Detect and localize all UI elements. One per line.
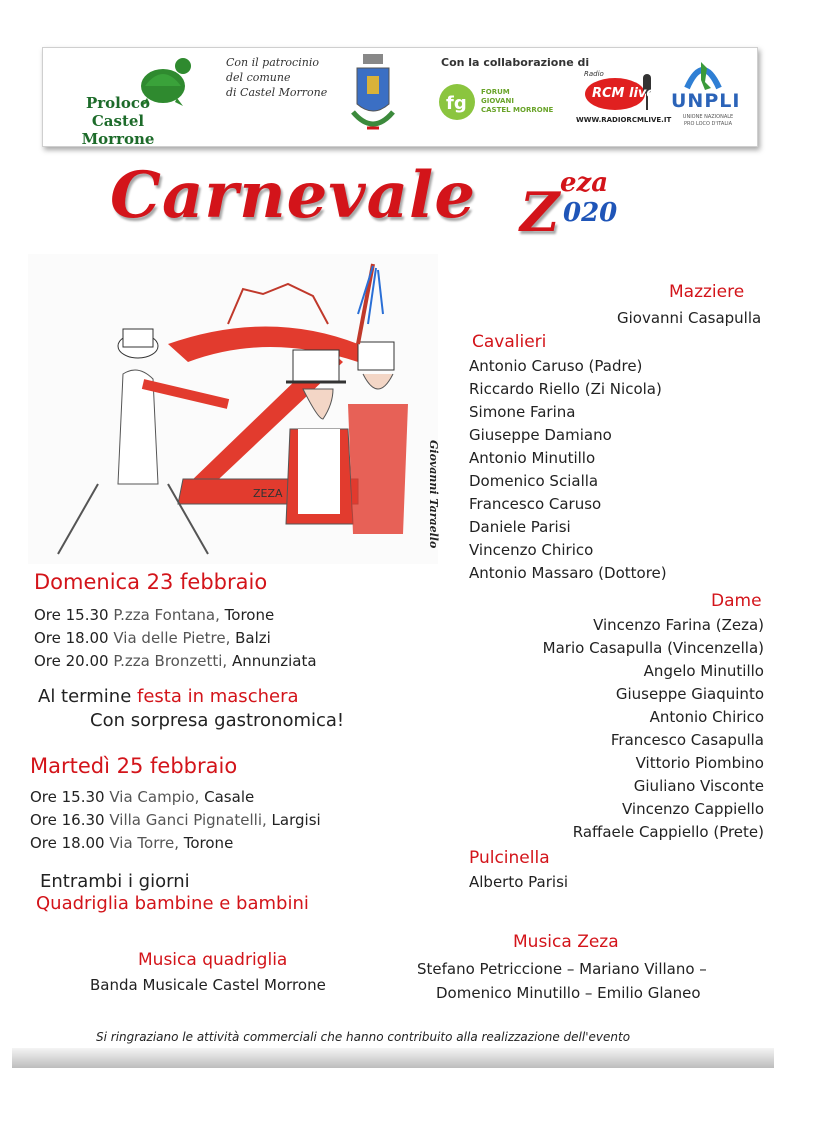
proloco-line1: Proloco: [85, 94, 151, 112]
cast-member: Giuliano Visconte: [633, 777, 764, 795]
dame-list: [543, 614, 764, 844]
schedule-area: Torone: [224, 606, 275, 624]
cast-member: Francesco Casapulla: [610, 731, 764, 749]
sponsor-banner: [42, 47, 758, 147]
cast-member: Daniele Parisi: [469, 518, 571, 536]
proloco-name: [53, 94, 183, 148]
schedule-place: Via Campio,: [109, 788, 200, 806]
schedule-area: Largisi: [271, 811, 321, 829]
cast-member: Antonio Minutillo: [469, 449, 596, 467]
cast-member: Giuseppe Giaquinto: [615, 685, 764, 703]
pulcinella-name: Alberto Parisi: [469, 873, 569, 891]
patrocinio-line3: di Castel Morrone: [226, 86, 328, 99]
svg-text:fg: fg: [446, 93, 467, 114]
pulcinella-heading: Pulcinella: [469, 848, 550, 868]
cast-member: Antonio Chirico: [649, 708, 764, 726]
artist-signature: Giovanni Taraello: [427, 440, 440, 549]
cast-member: Domenico Scialla: [469, 472, 599, 490]
schedule-area: Torone: [183, 834, 234, 852]
radio-url: WWW.RADIORCMLIVE.IT: [576, 116, 672, 124]
comune-coat-of-arms-icon: [343, 52, 403, 140]
unpli-name: UNPLI: [671, 90, 741, 112]
day1-schedule: [34, 604, 317, 673]
unpli-sub2: PRO LOCO D'ITALIA: [683, 121, 733, 127]
schedule-row: [34, 650, 317, 673]
day1-note-line2: Con sorpresa gastronomica!: [90, 710, 345, 731]
forum-line2: GIOVANI: [481, 97, 514, 105]
schedule-time: Ore 18.00: [34, 629, 109, 647]
day2-note-line1: Entrambi i giorni: [40, 871, 190, 892]
note1-b: festa in maschera: [137, 686, 299, 707]
forum-line3: CASTEL MORRONE: [481, 106, 554, 114]
day2-heading: Martedì 25 febbraio: [30, 754, 238, 778]
radio-label: Radio: [584, 70, 604, 78]
proloco-line2: Castel Morrone: [81, 112, 155, 148]
patrocinio-line2: del comune: [226, 71, 291, 84]
forum-giovani-logo: [435, 82, 479, 122]
italy-map-icon: [683, 58, 723, 92]
carnival-artwork: [28, 254, 438, 564]
cast-member: Vincenzo Farina (Zeza): [593, 616, 764, 634]
mazziere-heading: Mazziere: [669, 282, 745, 302]
schedule-row: [34, 604, 317, 627]
schedule-time: Ore 16.30: [30, 811, 105, 829]
z-label-text: ZEZA: [253, 487, 283, 500]
schedule-place: P.zza Fontana,: [113, 606, 220, 624]
unpli-sub1: UNIONE NAZIONALE: [682, 114, 734, 120]
schedule-place: Via delle Pietre,: [113, 629, 231, 647]
footer-bar: [12, 1048, 774, 1068]
forum-text: [481, 88, 553, 115]
schedule-place: P.zza Bronzetti,: [113, 652, 228, 670]
cast-member: Antonio Massaro (Dottore): [469, 564, 667, 582]
cast-member: Vittorio Piombino: [635, 754, 764, 772]
day1-heading: Domenica 23 febbraio: [34, 570, 268, 594]
unpli-subtitle: [678, 114, 738, 128]
cast-member: Angelo Minutillo: [643, 662, 764, 680]
cast-member: Riccardo Riello (Zi Nicola): [469, 380, 662, 398]
day2-note-line2: Quadriglia bambine e bambini: [36, 893, 309, 914]
schedule-area: Annunziata: [231, 652, 317, 670]
schedule-row: [30, 832, 321, 855]
cast-member: Raffaele Cappiello (Prete): [572, 823, 764, 841]
title-year: 020: [563, 198, 618, 228]
patrocinio-line1: Con il patrocinio: [226, 56, 319, 69]
day2-schedule: [30, 786, 321, 855]
title-eza: eza: [560, 168, 609, 198]
schedule-row: [34, 627, 317, 650]
schedule-row: [30, 786, 321, 809]
music-zeza-line1: Stefano Petriccione – Mariano Villano –: [417, 960, 707, 978]
music-quadriglia-heading: Musica quadriglia: [138, 950, 288, 970]
music-zeza-line2: Domenico Minutillo – Emilio Glaneo: [436, 984, 701, 1002]
cavalieri-heading: Cavalieri: [472, 332, 547, 352]
cast-member: Francesco Caruso: [469, 495, 602, 513]
cast-member: Vincenzo Chirico: [469, 541, 594, 559]
collaborazione-text: Con la collaborazione di: [441, 56, 590, 69]
cast-member: Simone Farina: [469, 403, 576, 421]
schedule-time: Ore 15.30: [30, 788, 105, 806]
note1-a: Al termine: [38, 686, 132, 707]
schedule-time: Ore 18.00: [30, 834, 105, 852]
schedule-place: Via Torre,: [109, 834, 179, 852]
cast-member: Mario Casapulla (Vincenzella): [542, 639, 764, 657]
schedule-area: Balzi: [235, 629, 271, 647]
cavalieri-list: [469, 355, 667, 585]
schedule-row: [30, 809, 321, 832]
schedule-place: Villa Ganci Pignatelli,: [109, 811, 267, 829]
dame-heading: Dame: [711, 591, 762, 611]
forum-line1: FORUM: [481, 88, 510, 96]
radio-logo-text: RCM live: [592, 86, 656, 101]
footer-thanks: Si ringraziano le attività commerciali che hanno contribuito alla realizzazione dell'evento: [96, 1030, 631, 1044]
poster-title: Carnevale: [110, 158, 477, 233]
patrocinio-text: [226, 55, 346, 100]
title-z-letter: Z: [520, 180, 560, 244]
schedule-time: Ore 15.30: [34, 606, 109, 624]
schedule-time: Ore 20.00: [34, 652, 109, 670]
day1-note-line1: [38, 685, 299, 709]
cast-member: Vincenzo Cappiello: [621, 800, 764, 818]
cast-member: Giuseppe Damiano: [469, 426, 612, 444]
schedule-area: Casale: [204, 788, 255, 806]
music-zeza-heading: Musica Zeza: [513, 932, 619, 952]
cast-member: Antonio Caruso (Padre): [469, 357, 643, 375]
music-quadriglia-band: Banda Musicale Castel Morrone: [90, 976, 326, 994]
mazziere-name: Giovanni Casapulla: [617, 309, 762, 327]
